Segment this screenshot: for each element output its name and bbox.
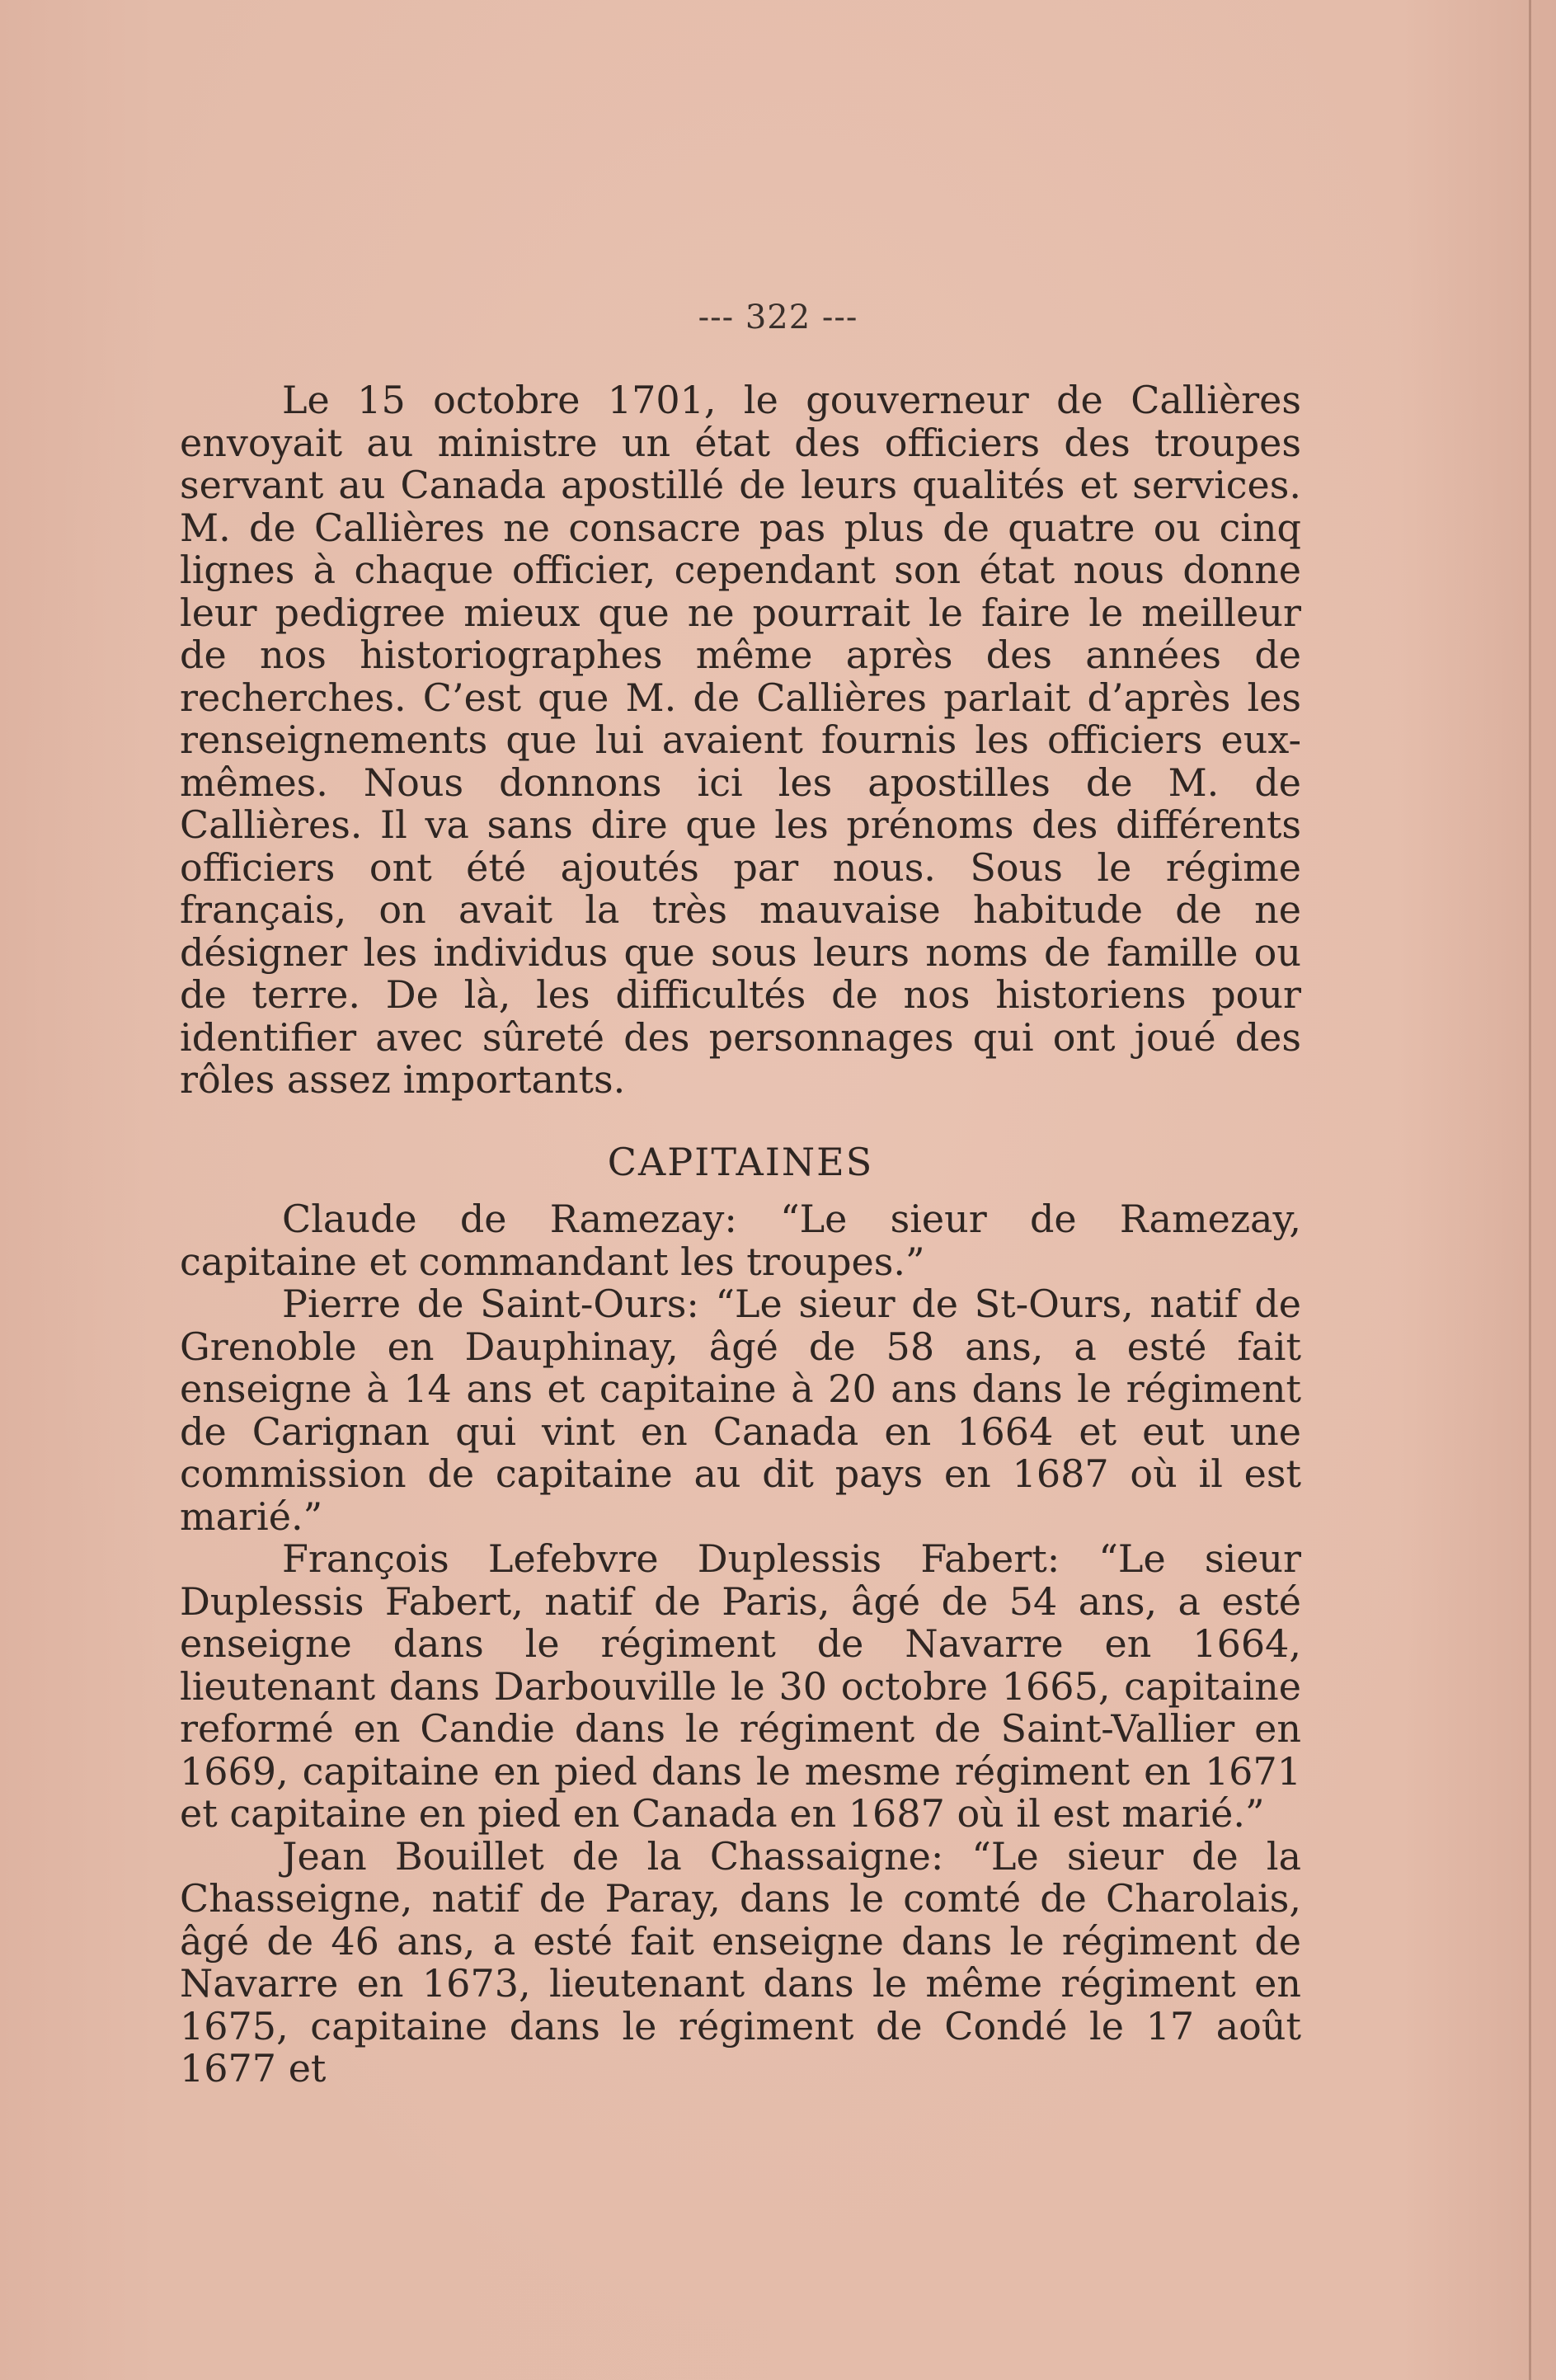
entry-paragraph: François Lefebvre Duplessis Fabert: “Le sieur Duplessis Fabert, natif de Paris, âgé de 54 ans, a esté enseigne dans le régiment de Navarre en 1664, lieutenant dans Darbouville le 30 octobre 1665, capitaine reformé en Candie dans le régiment de Saint-Vallier en 1669, capitaine en pied dans le mesme régiment en 1671 et capitaine en pied en Canada en 1687 où il est marié.” — [180, 1536, 1301, 1836]
section-heading: CAPITAINES — [607, 1139, 874, 1184]
entry-paragraph: Jean Bouillet de la Chassaigne: “Le sieur de la Chasseigne, natif de Paray, dans le comté de Charolais, âgé de 46 ans, a esté fait enseigne dans le régiment de Navarre en 1673, lieutenant dans le même régiment en 1675, capitaine dans le régiment de Condé le 17 août 1677 et — [180, 1833, 1301, 2091]
page-edge — [1529, 0, 1531, 2380]
entry-paragraph: Claude de Ramezay: “Le sieur de Ramezay, capitaine et commandant les troupes.” — [180, 1197, 1301, 1284]
intro-paragraph: Le 15 octobre 1701, le gouverneur de Callières envoyait au ministre un état des officiers des troupes servant au Canada apostillé de leurs qualités et services. M. de Callières ne consacre pas plus de quatre ou cinq lignes à chaque officier, cependant son état nous donne leur pedigree mieux que ne pourrait le faire le meilleur de nos historiographes même après des années de recherches. C’est que M. de Callières parlait d’après les renseignements que lui avaient fournis les officiers eux-mêmes. Nous donnons ici les apostilles de M. de Callières. Il va sans dire que les prénoms des différents officiers ont été ajoutés par nous. Sous le régime français, on avait la très mauvaise habitude de ne désigner les individus que sous leurs noms de famille ou de terre. De là, les difficultés de nos historiens pour identifier avec sûreté des personnages qui ont joué des rôles assez importants. — [180, 378, 1301, 1102]
page-text — [180, 379, 1301, 2091]
entry-paragraph: Pierre de Saint-Ours: “Le sieur de St-Ours, natif de Grenoble en Dauphinay, âgé de 58 ans, a esté fait enseigne à 14 ans et capitaine à 20 ans dans le régiment de Carignan qui vint en Canada en 1664 et eut une commission de capitaine au dit pays en 1687 où il est marié.” — [180, 1282, 1301, 1539]
page-number: --- 322 --- — [698, 299, 858, 336]
